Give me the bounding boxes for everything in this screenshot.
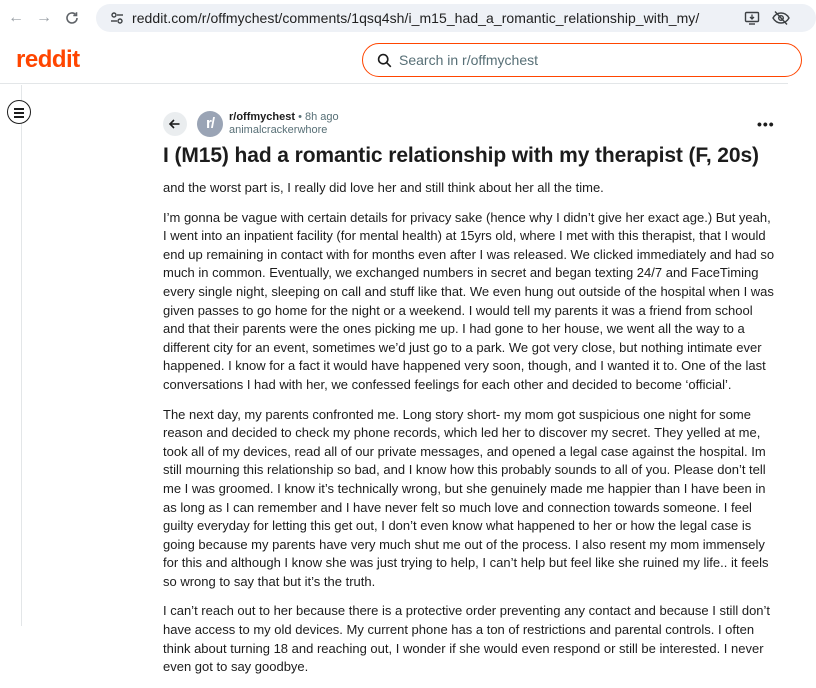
post-meta <box>229 111 339 123</box>
arrow-left-icon <box>163 112 187 136</box>
subreddit-link[interactable]: r/offmychest <box>229 111 296 123</box>
post-time: 8h ago <box>305 111 339 123</box>
post-paragraph: The next day, my parents confronted me. Long story short- my mom got suspicious one night for some reason and decided to check my phone records, which led her to discover my secret. They yelled at me, took all of my devices, read all of our private messages, and opened a legal case against the hospital. Im still mourning this relationship so bad, and I know how this probably sounds to all of you. Please don’t tell me I was groomed. I know it’s technically wrong, but she genuinely made me happier than I have been in as long as I can remember and I have never felt so much love and connection towards someone. I feel guilty everyday for letting this get out, I don’t even know what happened to her or how the legal case is going because my parents have very much shut me out of the process. I also resent my mom immensely for this and although I know she was just trying to help, I can’t help but feel like she ruined my life.. it feels so wrong to say that but it’s the truth. <box>163 406 769 589</box>
install-app-icon[interactable] <box>744 10 760 26</box>
address-bar[interactable] <box>96 4 816 32</box>
browser-toolbar <box>0 0 788 36</box>
reddit-header <box>0 36 788 84</box>
meta-separator: • <box>298 111 302 123</box>
post-paragraph: I can’t reach out to her because there is a protective order preventing any contact and because I still don’t have access to my old devices. My current phone has a ton of restrictions and parental controls. I often think about turning 18 and reaching out, I wonder if she would even respond or still be interested. I never even got to say goodbye. <box>163 603 771 675</box>
left-rail <box>0 85 22 626</box>
browser-forward-icon[interactable]: → <box>36 9 52 26</box>
post-title: I (M15) had a romantic relationship with my therapist (F, 20s) <box>163 144 759 167</box>
author-link[interactable]: animalcrackerwhore <box>229 124 328 136</box>
eye-off-icon[interactable] <box>772 10 790 26</box>
post-paragraph: I’m gonna be vague with certain details for privacy sake (hence why I didn’t give her exact age.) But yeah, I went into an inpatient facility (for mental health) at 15yrs old, where I met with this therapist, that I would end up remaining in contact with for months even after I was released. We clicked immediately and had so much in common. Eventually, we exchanged numbers in secret and began texting 24/7 and FaceTiming every single night, sleeping on call and stuff like that. We even hung out outside of the hospital when I was given passes to go home for the night or a weekend. I would tell my parents it was a friend from school and that their parents were the ones picking me up. I had gone to her house, we went all the way to a different city for an event, sometimes we’d just go to a park. We got very close, but nothing intimate ever happened. I know for a fact it would have happened very soon, though, and I wanted it to. One of the last conversations I had with her, we confessed feelings for each other and decided to become ‘official’. <box>163 209 775 392</box>
search-box[interactable] <box>362 43 802 77</box>
site-settings-icon[interactable] <box>110 11 124 25</box>
browser-back-icon[interactable]: ← <box>8 9 24 26</box>
url-text[interactable]: reddit.com/r/offmychest/comments/1qsq4sh/i_m15_had_a_romantic_relationship_with_my/ <box>132 10 700 26</box>
post-body <box>163 179 775 688</box>
reddit-logo[interactable]: reddit <box>16 46 80 73</box>
more-options-icon[interactable]: ••• <box>757 116 775 132</box>
back-button[interactable] <box>163 112 187 136</box>
search-icon <box>377 53 392 68</box>
subreddit-avatar[interactable]: r/ <box>197 111 223 137</box>
post-paragraph: and the worst part is, I really did love her and still think about her all the time. <box>163 180 604 195</box>
menu-button[interactable] <box>7 100 31 124</box>
menu-icon <box>14 108 24 110</box>
browser-reload-icon[interactable] <box>62 8 82 28</box>
search-input[interactable] <box>399 48 759 72</box>
